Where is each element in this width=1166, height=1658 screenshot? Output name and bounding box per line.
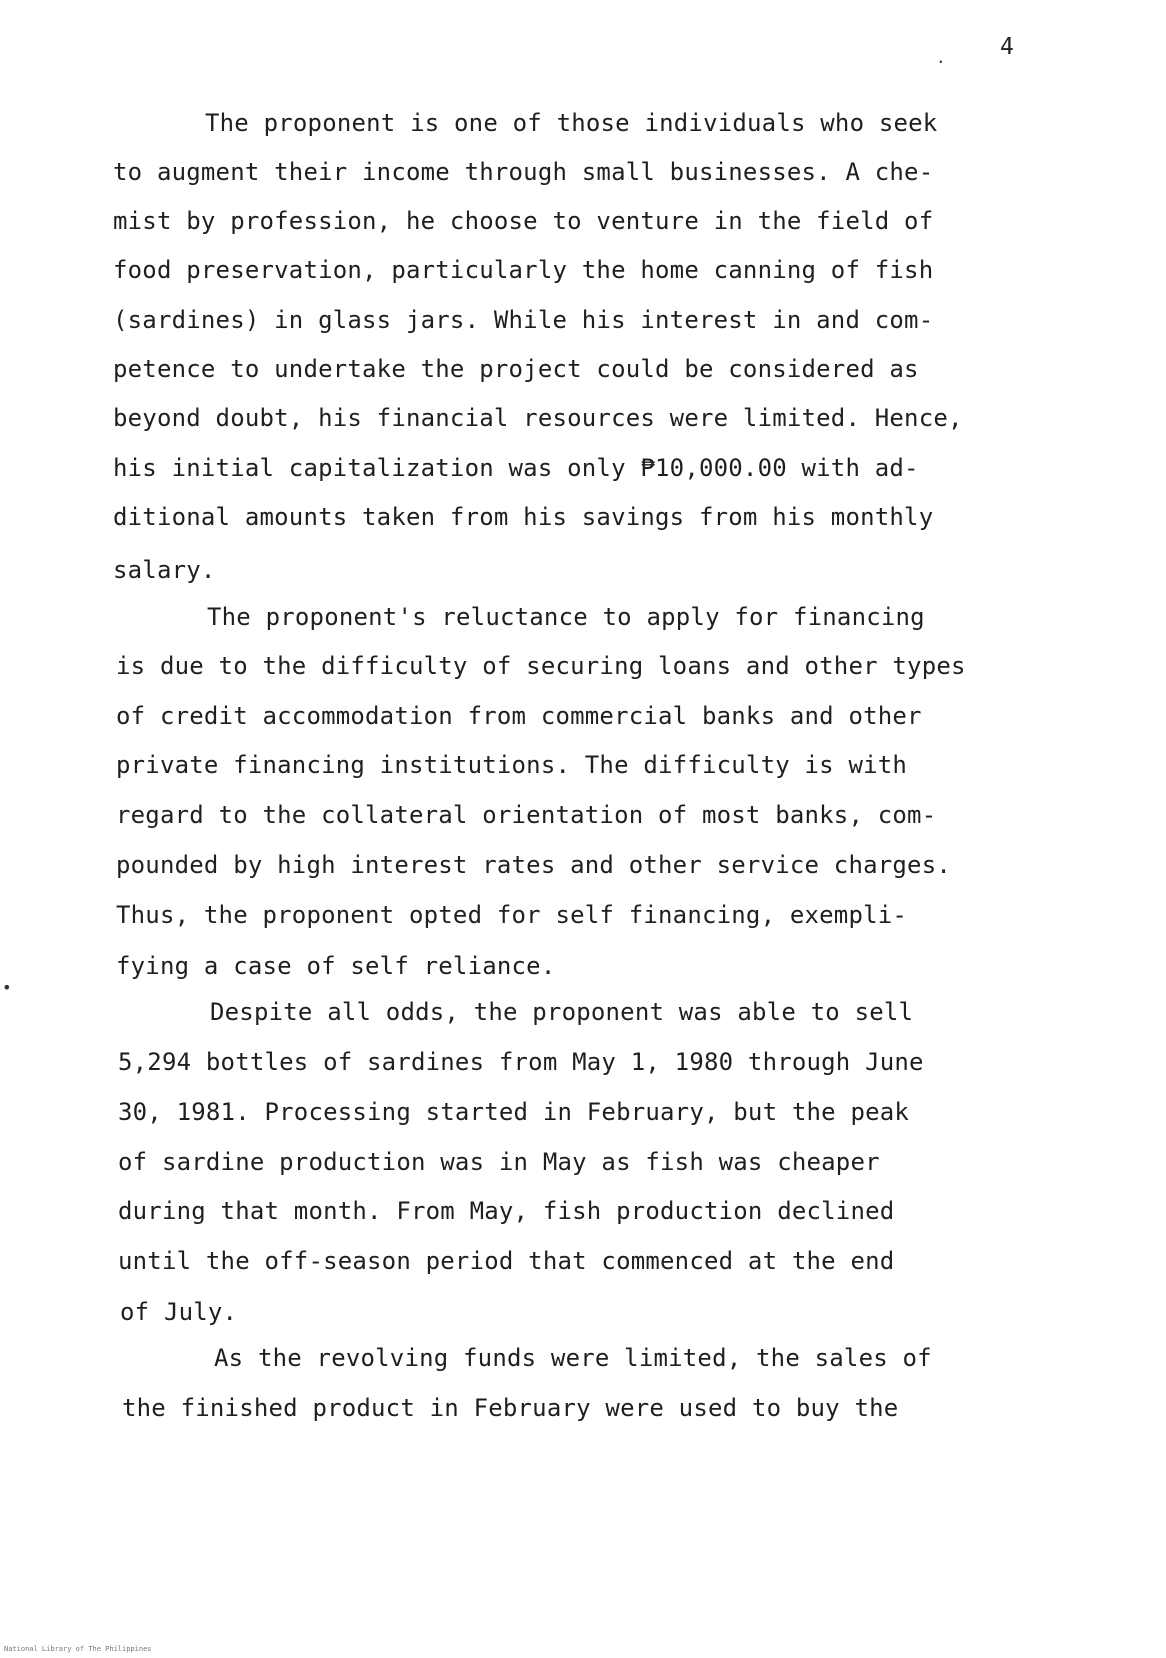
text-line: of credit accommodation from commercial banks and other — [116, 702, 922, 730]
text-line: Thus, the proponent opted for self financing, exempli- — [116, 901, 908, 929]
text-line: private financing institutions. The difficulty is with — [116, 751, 908, 779]
text-line: (sardines) in glass jars. While his interest in and com- — [113, 306, 934, 334]
text-line: ditional amounts taken from his savings from his monthly — [113, 503, 934, 531]
text-line: mist by profession, he choose to venture in the field of — [113, 207, 934, 235]
text-line: The proponent is one of those individuals who seek — [205, 109, 938, 137]
text-line: until the off-season period that commenced at the end — [118, 1247, 895, 1275]
text-line: As the revolving funds were limited, the sales of — [214, 1344, 932, 1372]
stray-mark: • — [2, 978, 12, 997]
text-line: regard to the collateral orientation of most banks, com- — [116, 801, 937, 829]
footer-watermark: National Library of The Philippines — [4, 1645, 152, 1653]
text-line: his initial capitalization was only ₱10,000.00 with ad- — [113, 454, 919, 482]
text-line: food preservation, particularly the home canning of fish — [113, 256, 934, 284]
text-line: The proponent's reluctance to apply for financing — [207, 603, 925, 631]
text-line: Despite all odds, the proponent was able to sell — [210, 998, 914, 1026]
stray-mark: . — [936, 48, 946, 67]
text-line: to augment their income through small businesses. A che- — [113, 158, 934, 186]
text-line: of July. — [120, 1298, 238, 1326]
text-line: of sardine production was in May as fish was cheaper — [118, 1148, 880, 1176]
text-line: petence to undertake the project could be considered as — [113, 355, 919, 383]
text-line: 5,294 bottles of sardines from May 1, 1980 through June — [118, 1048, 924, 1076]
text-line: pounded by high interest rates and other service charges. — [116, 851, 952, 879]
text-line: during that month. From May, fish production declined — [118, 1197, 895, 1225]
page-number: 4 — [1000, 34, 1014, 60]
text-line: 30, 1981. Processing started in February, but the peak — [118, 1098, 910, 1126]
text-line: fying a case of self reliance. — [116, 952, 556, 980]
text-line: beyond doubt, his financial resources were limited. Hence, — [113, 404, 963, 432]
text-line: salary. — [113, 556, 216, 584]
text-line: the finished product in February were used to buy the — [122, 1394, 899, 1422]
text-line: is due to the difficulty of securing loans and other types — [116, 652, 966, 680]
